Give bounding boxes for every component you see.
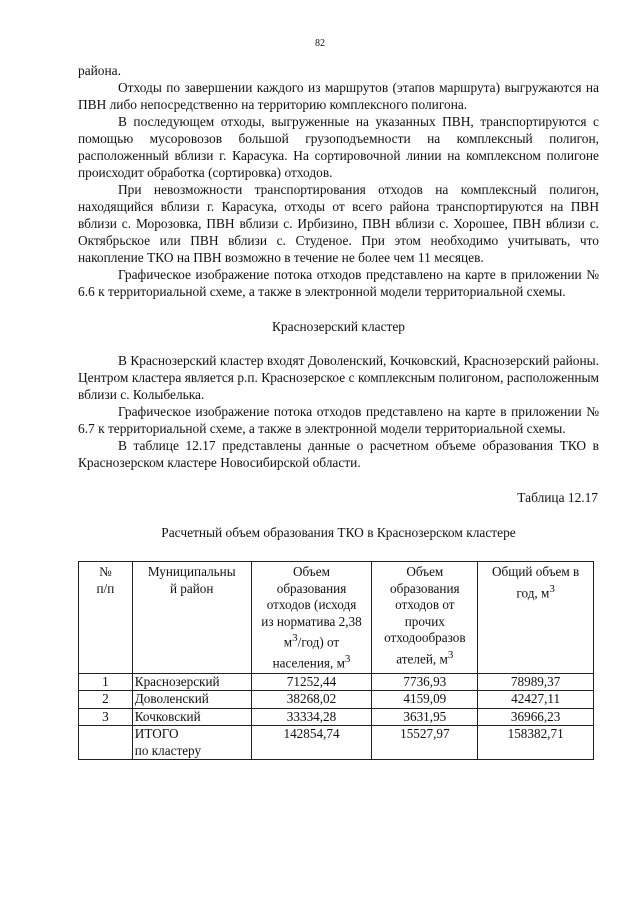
superscript-cubic: 3 <box>447 648 454 661</box>
table-row <box>79 673 594 691</box>
page-number: 82 <box>315 38 325 49</box>
table-number: Таблица 12.17 <box>517 490 598 505</box>
header-other-volume <box>372 562 478 674</box>
paragraph-graphic-reference-6-6: Графическое изображение потока отходов представлено на карте в приложении № 6.6 к территориальной схеме, а также в электронной модели территориальной схемы. <box>78 267 599 299</box>
cluster-heading: Краснозерский кластер <box>272 319 405 334</box>
row-number: 3 <box>79 708 133 726</box>
total-row-number <box>79 726 133 760</box>
header-other-line: отходов от <box>395 597 455 612</box>
table-total-row <box>79 726 594 760</box>
row-number: 1 <box>79 673 133 691</box>
paragraph-table-intro: В таблице 12.17 представлены данные о расчетном объеме образования ТКО в Краснозерском кластере Новосибирской области. <box>78 438 599 470</box>
row-total-volume: 42427,11 <box>478 691 594 709</box>
row-other-volume: 3631,95 <box>372 708 478 726</box>
superscript-cubic: 3 <box>344 652 351 665</box>
header-population-volume <box>251 562 372 674</box>
total-total-volume: 158382,71 <box>478 726 594 760</box>
page-content <box>78 62 599 760</box>
header-district <box>132 562 251 674</box>
row-population-volume: 38268,02 <box>251 691 372 709</box>
row-total-volume: 36966,23 <box>478 708 594 726</box>
superscript-cubic: 3 <box>549 582 555 595</box>
header-district-line: й район <box>169 580 214 596</box>
row-other-volume: 7736,93 <box>372 673 478 691</box>
row-district: Краснозерский <box>132 673 251 691</box>
paragraph-cluster-composition: В Краснозерский кластер входят Доволенский, Кочковский, Краснозерский районы. Центром кластера является р.п. Краснозерское с комплексным полигоном, расположенным вблизи с. Колыбелька. <box>78 353 599 402</box>
header-total-volume <box>478 562 594 674</box>
header-population-line: из норматива 2,38 <box>261 613 362 629</box>
paragraph-waste-unloading: Отходы по завершении каждого из маршрутов (этапов маршрута) выгружаются на ПВН либо непосредственно на территорию комплексного полигона. <box>78 80 599 112</box>
total-label-line: по кластеру <box>134 742 202 758</box>
header-population-line: населения, м <box>272 655 345 671</box>
paragraph-alternative-routes: При невозможности транспортирования отходов на комплексный полигон, находящийся вблизи г. Карасука, отходы от всего района транспортируются на ПВН вблизи с. Морозовка, ПВН вблизи с. Ирбизино, ПВН вблизи с. Хорошее, ПВН вблизи с. Октябрьское или ПВН вблизи с. Студеное. При этом необходимо учитывать, что накопление ТКО на ПВН возможно в течение не более чем 11 месяцев. <box>78 182 599 265</box>
waste-volume-table <box>78 561 594 760</box>
header-other-line: прочих <box>404 613 445 629</box>
header-other-line: ателей, м <box>396 650 448 666</box>
header-other-line: Объем <box>406 564 444 579</box>
header-population-line: м <box>283 634 293 650</box>
row-total-volume: 78989,37 <box>478 673 594 691</box>
header-other-line: отходообразов <box>384 630 466 645</box>
paragraph-graphic-reference-6-7: Графическое изображение потока отходов представлено на карте в приложении № 6.7 к территориальной схеме, а также в электронной модели территориальной схемы. <box>78 404 599 436</box>
header-population-line: /год) от <box>297 634 340 650</box>
row-population-volume: 71252,44 <box>251 673 372 691</box>
row-number: 2 <box>79 691 133 709</box>
paragraph-waste-transport: В последующем отходы, выгруженные на указанных ПВН, транспортируются с помощью мусоровозов большой грузоподъемности на комплексный полигон, расположенный вблизи г. Карасука. На сортировочной линии на комплексном полигоне происходит обработка (сортировка) отходов. <box>78 114 599 180</box>
total-row-label <box>132 726 251 760</box>
header-total-line: год, м <box>516 584 550 600</box>
header-population-line: Объем <box>293 564 330 579</box>
total-other-volume: 15527,97 <box>372 726 478 760</box>
row-other-volume: 4159,09 <box>372 691 478 709</box>
table-title: Расчетный объем образования ТКО в Краснозерском кластере <box>161 525 516 540</box>
header-population-line: отходов (исходя <box>266 597 357 612</box>
header-number <box>79 562 133 674</box>
paragraph-continuation: района. <box>78 63 121 78</box>
row-district: Кочковский <box>132 708 251 726</box>
header-total-line: Общий объем в <box>491 564 580 579</box>
header-number-line: № <box>99 564 112 579</box>
header-number-line: п/п <box>96 580 115 596</box>
total-label-line: ИТОГО <box>134 726 179 742</box>
row-population-volume: 33334,28 <box>251 708 372 726</box>
header-other-line: образования <box>390 580 460 596</box>
row-district: Доволенский <box>132 691 251 709</box>
total-population-volume: 142854,74 <box>251 726 372 760</box>
header-population-line: образования <box>276 580 347 596</box>
table-header-row <box>79 562 594 674</box>
superscript-cubic: 3 <box>292 632 298 644</box>
table-row <box>79 708 594 726</box>
header-district-line: Муниципальны <box>147 564 236 579</box>
table-row <box>79 691 594 709</box>
